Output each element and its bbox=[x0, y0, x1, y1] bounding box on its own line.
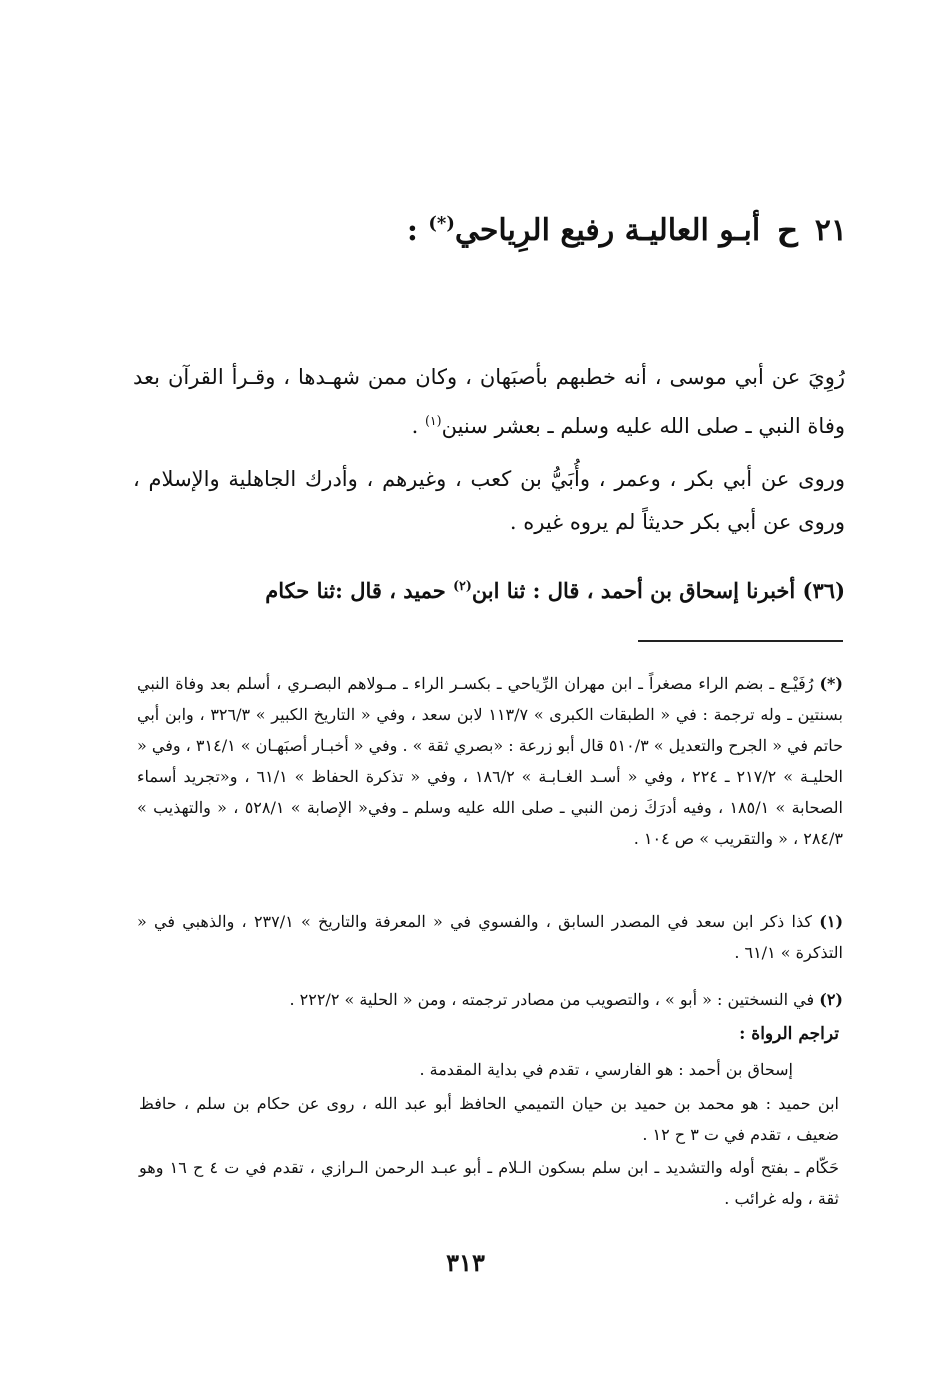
ha-symbol-icon: ح bbox=[776, 213, 799, 248]
footnote-1 bbox=[137, 906, 843, 968]
p1-end: . bbox=[411, 414, 425, 438]
entry-title: أبـو العاليـة رفيع الرِياحي bbox=[454, 213, 761, 248]
isnad-part-2: حميد ، قال :ثنا حكام bbox=[265, 578, 454, 603]
footnote-star bbox=[137, 668, 843, 854]
narrators-heading: تراجم الرواة : bbox=[739, 1024, 839, 1044]
footnote-1-text: كذا ذكر ابن سعد في المصدر السابق ، والفسوي في « المعرفة والتاريخ » ٢٣٧/١ ، والذهبي في « التذكرة » ٦١/١ . bbox=[137, 912, 843, 962]
heading-colon: : bbox=[406, 213, 418, 248]
footnote-2-text: في النسختين : « أبو » ، والتصويب من مصادر ترجمته ، ومن « الحلية » ٢٢٢/٢ . bbox=[289, 990, 815, 1009]
footnote-1-mark: (١) bbox=[819, 912, 844, 931]
footnote-2-mark: (٢) bbox=[819, 990, 843, 1009]
narrator-entry: إسحاق بن أحمد : هو الفارسي ، تقدم في بداية المقدمة . bbox=[419, 1060, 793, 1079]
page-number: ٣١٣ bbox=[446, 1248, 485, 1277]
footnote-ref-1: (١) bbox=[424, 413, 442, 428]
body-paragraph-1 bbox=[133, 356, 845, 448]
entry-number: ٢١ bbox=[814, 213, 847, 248]
footnote-ref-2: (٢) bbox=[453, 578, 472, 593]
entry-heading bbox=[67, 213, 847, 248]
footnote-2 bbox=[137, 984, 843, 1015]
narrator-entry: حَكّام ـ بفتح أوله والتشديد ـ ابن سلم بسكون الـلام ـ أبو عبـد الرحمن الـرازي ، تقدم في ت ٤ ح ١٦ وهو ثقة ، وله غرائب . bbox=[139, 1158, 840, 1208]
heading-ref-mark: (*) bbox=[428, 213, 455, 234]
footnote-separator bbox=[638, 640, 843, 642]
narrator-entry: ابن حميد : هو محمد بن حميد بن حيان التميمي الحافظ أبو عبد الله ، روى عن حكام بن سلم ، حافظ ضعيف ، تقدم في ت ٣ ح ١٢ . bbox=[139, 1094, 839, 1144]
footnote-star-mark: (*) bbox=[819, 674, 843, 693]
body-paragraph-2: وروى عن أبي بكر ، وعمر ، وأُبَيُّ بن كعب ، وغيرهم ، وأدرك الجاهلية والإسلام ، وروى عن أبي بكر حديثاً لم يروه غيره . bbox=[133, 467, 845, 534]
footnote-star-text: رُفَيْـع ـ بضم الراء مصغراً ـ ابن مهران الرِّياحي ـ بكسـر الراء ـ مـولاهم البصـري ، أسلم بعد وفاة النبي بسنتين ـ وله ترجمة : في « الطبقات الكبرى » ١١٣/٧ لابن سعد ، وفي « التاريخ الكبير » ٣٢٦/٣ ، وابن أبي حاتم في « الجرح والتعديل » ٥١٠/٣ قال أبو زرعة : «بصري ثقة » . وفي « أخبـار أصبَهـان » ٣١٤/١ ، وفي « الحليـة » ٢١٧/٢ ـ ٢٢٤ ، وفي « أسـد الغـابـة » ١٨٦/٢ ، وفي « تذكرة الحفاظ » ٦١/١ ، و«تجريد أسماء الصحابة » ١٨٥/١ ، وفيه أدرَكَ زمن النبي ـ صلى الله عليه وسلم ـ وفي« الإصابة » ٥٢٨/١ ، « والتهذيب » ٢٨٤/٣ ، « والتقريب » ص ١٠٤ . bbox=[136, 674, 844, 848]
hadith-isnad-line bbox=[133, 564, 845, 612]
p1-text: رُوِيَ عن أبي موسى ، أنه خطبهم بأصبَهان ، وكان ممن شهـدها ، وقـرأ القرآن بعد وفاة النبي ـ صلى الله عليه وسلم ـ بعشر سنين bbox=[133, 365, 845, 438]
isnad-part-1: (٣٦) أخبرنا إسحاق بن أحمد ، قال : ثنا ابن bbox=[471, 578, 845, 603]
